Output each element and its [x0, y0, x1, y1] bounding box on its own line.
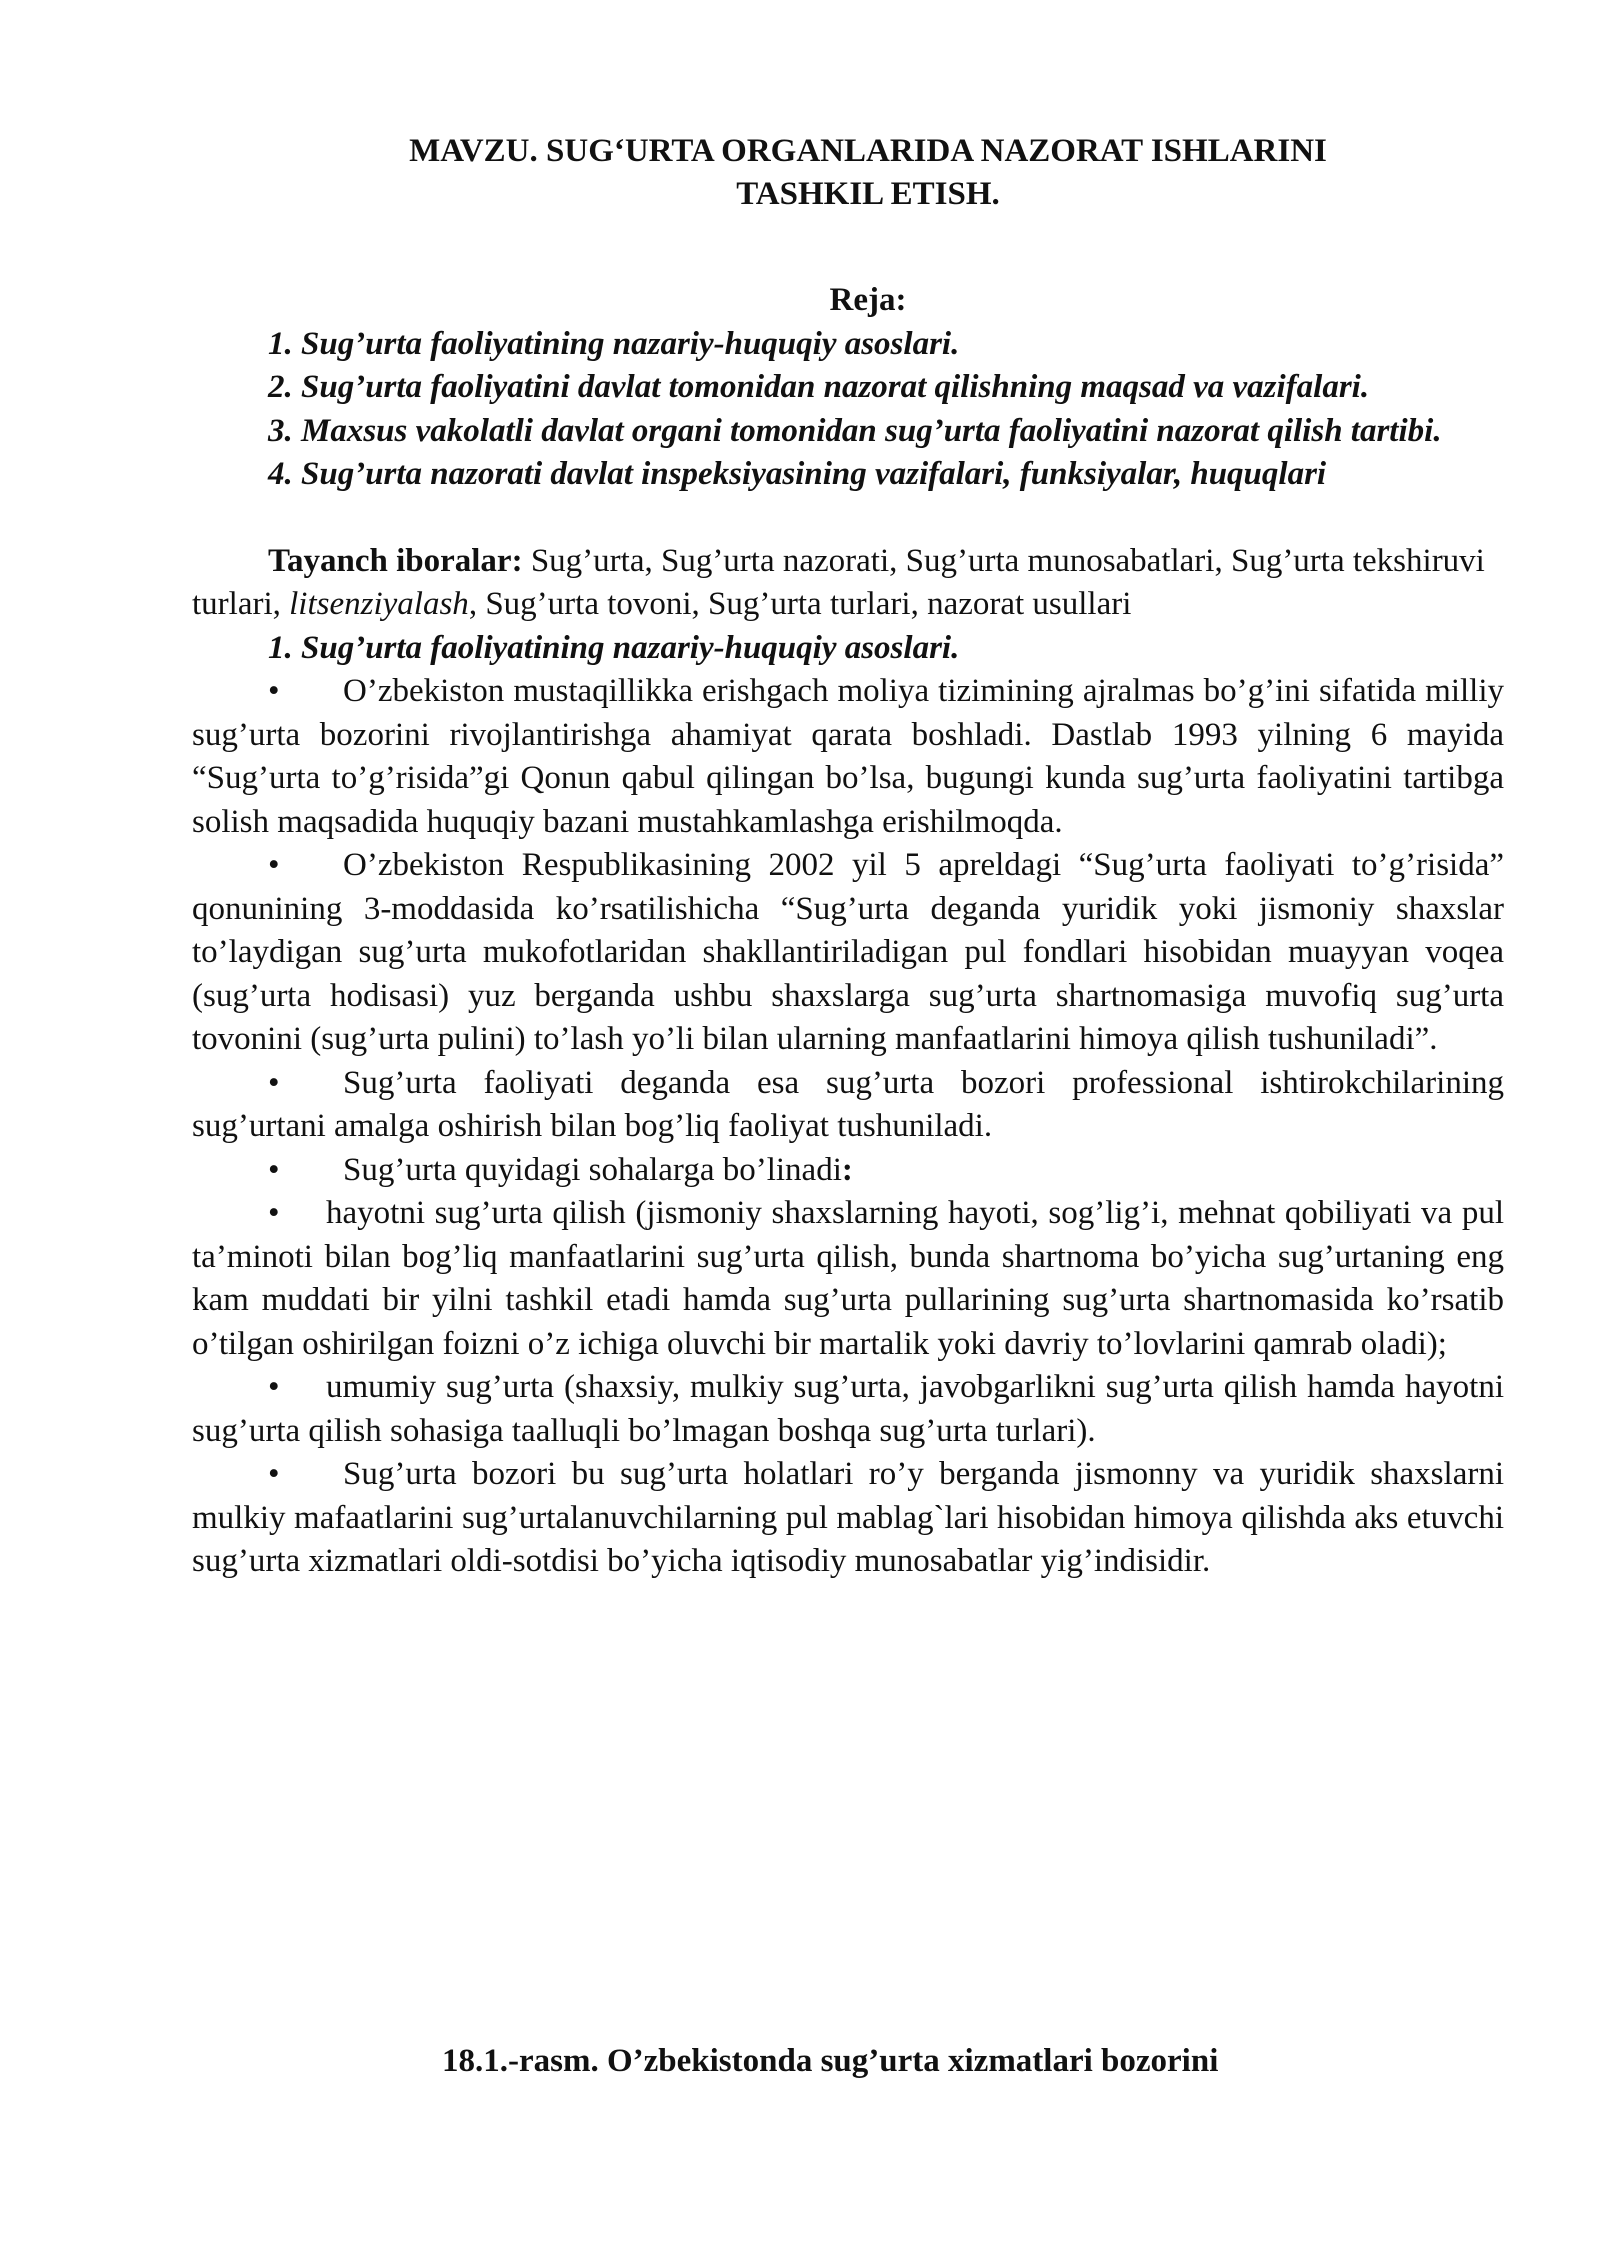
keywords-italic: litsenziyalash	[289, 586, 469, 622]
keywords-text-1: Sug’urta, Sug’urta nazorati, Sug’urta munosabatlari, Sug’urta tekshiruvi turlari,	[192, 542, 1485, 622]
bullet: •	[268, 1369, 280, 1405]
paragraph-2-text: O’zbekiston Respublikasining 2002 yil 5 apreldagi “Sug’urta faoliyati to’g’risida” qonunining 3-moddasida ko’rsatilishicha “Sug’urta deganda yuridik yoki jismoniy shaxslar to’laydigan sug’urta mukofotlaridan shakllantiriladigan pul fondlari hisobidan muayyan voqea (sug’urta hodisasi) yuz berganda ushbu shaxslarga sug’urta shartnomasiga muvofiq sug’urta tovonini (sug’urta pulini) to’lash yo’li bilan ularning manfaatlarini himoya qilish tushuniladi”.	[192, 847, 1504, 1057]
paragraph-1	[192, 670, 1504, 844]
paragraph-7-text: Sug’urta bozori bu sug’urta holatlari ro’y berganda jismonny va yuridik shaxslarni mulkiy mafaatlarini sug’urtalanuvchilarning pul mablag`lari hisobidan himoya qilishda aks etuvchi sug’urta xizmatlari oldi-sotdisi bo’yicha iqtisodiy munosabatlar yig’indisidir.	[192, 1456, 1504, 1579]
keywords-paragraph	[192, 540, 1504, 627]
paragraph-5-text: hayotni sug’urta qilish (jismoniy shaxslarning hayoti, sog’lig’i, mehnat qobiliyati va pul ta’minoti bilan bog’liq manfaatlarini sug’urta qilish, bunda shartnoma bo’yicha sug’urtaning eng kam muddati bir yilni tashkil etadi hamda sug’urta pullarining sug’urta shartnomasida ko’rsatib o’tilgan oshirilgan foizni o’z ichiga oluvchi bir martalik yoki davriy to’lovlarini qamrab oladi);	[192, 1195, 1504, 1362]
plan-item-4: 4. Sug’urta nazorati davlat inspeksiyasining vazifalari, funksiyalar, huquqlari	[268, 456, 1327, 492]
keywords-text-2: , Sug’urta tovoni, Sug’urta turlari, nazorat usullari	[468, 586, 1132, 622]
bullet: •	[268, 1151, 280, 1188]
bullet: •	[268, 1064, 280, 1101]
paragraph-4	[192, 1149, 1504, 1193]
paragraph-4-text: Sug’urta quyidagi sohalarga bo’linadi	[343, 1151, 842, 1188]
paragraph-3	[192, 1062, 1504, 1149]
paragraph-6	[192, 1366, 1504, 1453]
title-line-1: MAVZU. SUG‘URTA ORGANLARIDA NAZORAT ISHLARINI	[409, 133, 1327, 169]
bullet: •	[268, 673, 280, 709]
plan-item-1: 1. Sug’urta faoliyatining nazariy-huquqiy asoslari.	[268, 325, 960, 362]
plan-item-2: 2. Sug’urta faoliyatini davlat tomonidan nazorat qilishning maqsad va vazifalari.	[268, 369, 1370, 405]
title-line-2: TASHKIL ETISH.	[736, 176, 1000, 212]
plan-item-3: 3. Maxsus vakolatli davlat organi tomonidan sug’urta faoliyatini nazorat qilish tartibi.	[268, 412, 1442, 449]
paragraph-6-text: umumiy sug’urta (shaxsiy, mulkiy sug’urta, javobgarlikni sug’urta qilish hamda hayotni sug’urta qilish sohasiga taalluqli bo’lmagan boshqa sug’urta turlari).	[192, 1369, 1504, 1449]
document-page	[192, 130, 1504, 1584]
keywords-label: Tayanch iboralar:	[268, 542, 523, 579]
bullet: •	[268, 1195, 280, 1231]
figure-caption: 18.1.-rasm. O’zbekistonda sug’urta xizmatlari bozorini	[442, 2043, 1219, 2079]
paragraph-2	[192, 844, 1504, 1062]
paragraph-1-text: O’zbekiston mustaqillikka erishgach moliya tizimining ajralmas bo’g’ini sifatida milliy sug’urta bozorini rivojlantirishga ahamiyat qarata boshladi. Dastlab 1993 yilning 6 mayida “Sug’urta to’g’risida”gi Qonun qabul qilingan bo’lsa, bugungi kunda sug’urta faoliyatini tartibga solish maqsadida huquqiy bazani mustahkamlashga erishilmoqda.	[192, 673, 1504, 840]
paragraph-5	[192, 1192, 1504, 1366]
section-1-heading: 1. Sug’urta faoliyatining nazariy-huquqiy asoslari.	[268, 629, 960, 666]
paragraph-4-colon: :	[841, 1151, 853, 1188]
plan-heading: Reja:	[829, 282, 907, 318]
document-title	[192, 130, 1504, 216]
paragraph-7	[192, 1453, 1504, 1584]
bullet: •	[268, 1456, 280, 1492]
paragraph-3-text: Sug’urta faoliyati deganda esa sug’urta bozori professional ishtirokchilarining sug’urtani amalga oshirish bilan bog’liq faoliyat tushuniladi.	[192, 1064, 1504, 1144]
bullet: •	[268, 847, 280, 883]
